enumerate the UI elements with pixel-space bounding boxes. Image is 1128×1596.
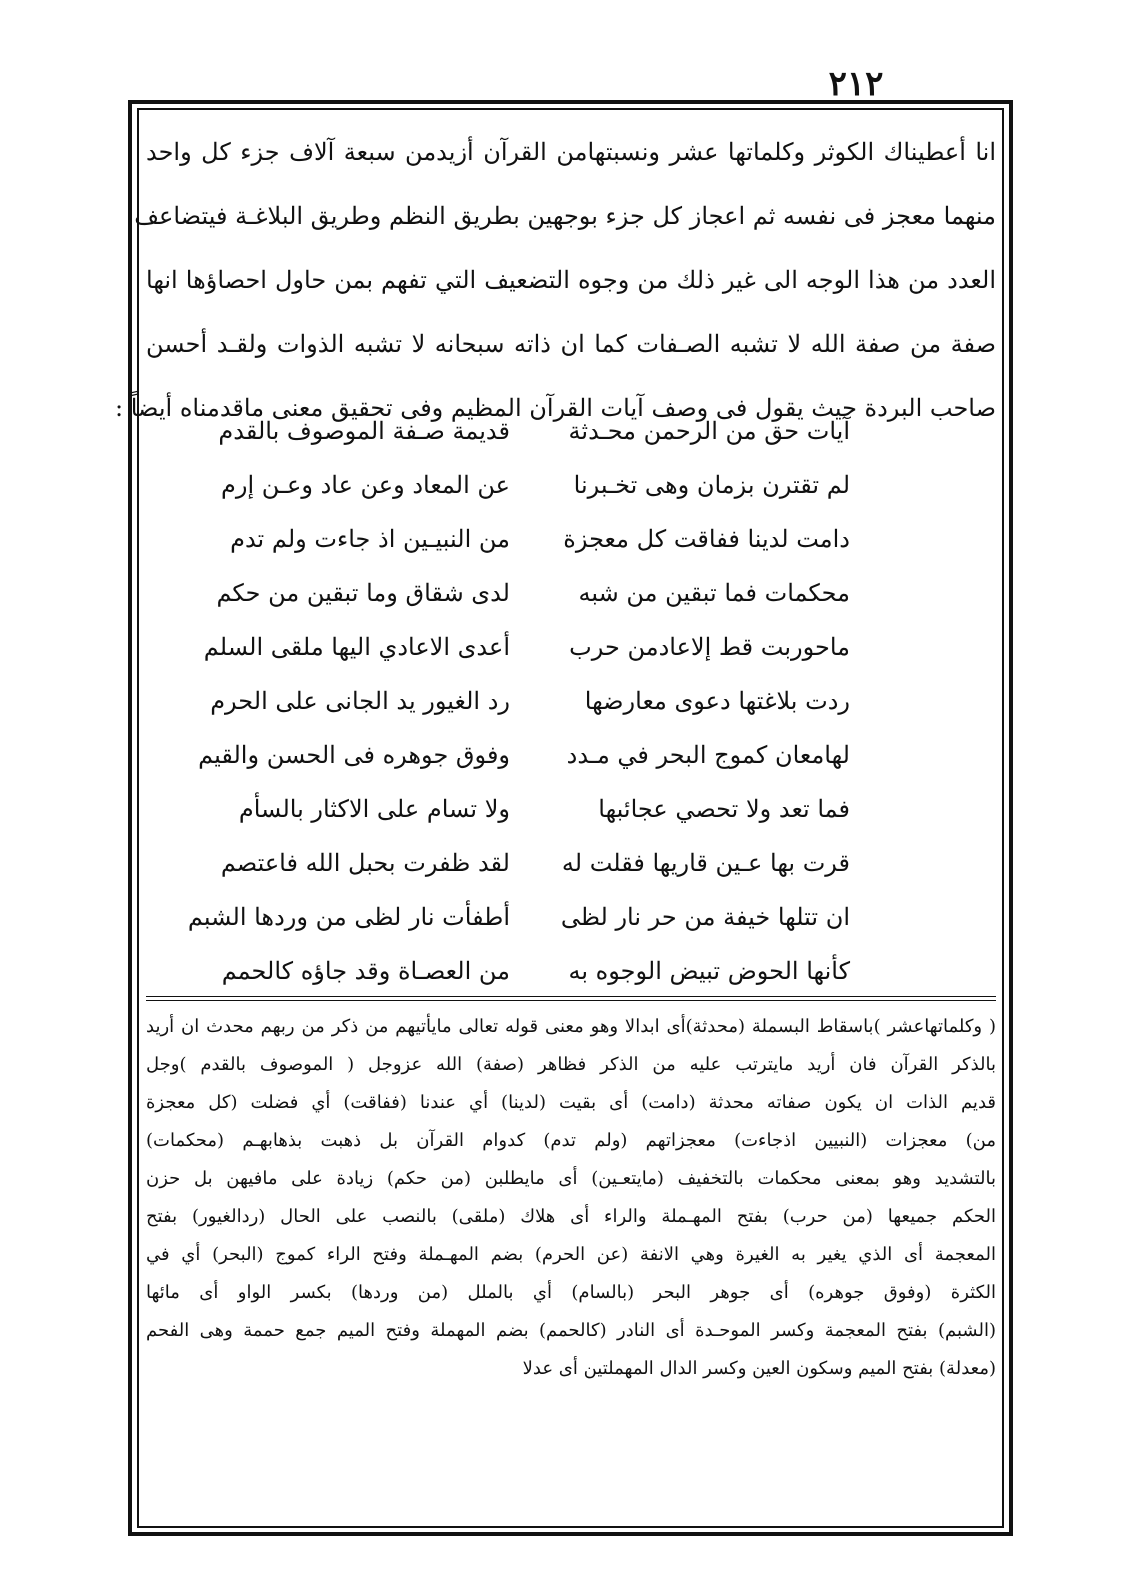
poem-couplet	[216, 566, 850, 620]
footnote-line: ( وكلماتهاعشر )باسقاط البسملة (محدثة)أى ابدالا وهو معنى قوله تعالى مايأتيهم من ذكر من ربهم محدث ان أريد	[146, 1016, 996, 1037]
poem-couplet	[198, 728, 850, 782]
main-text-line: صاحب البردة حيث يقول فى وصف آيات القرآن المظيم وفى تحقيق معنى ماقدمناه أيضاً :	[115, 394, 996, 422]
poem-hemistich-first: ان تتلها خيفة من حر نار لظى	[560, 903, 850, 931]
poem-hemistich-second: أعدى الاعادي اليها ملقى السلم	[203, 633, 510, 661]
main-text-line: منهما معجز فى نفسه ثم اعجاز كل جزء بوجهين بطريق النظم وطريق البلاغـة فيتضاعف	[134, 202, 996, 230]
poem-hemistich-second: ولا تسام على الاكثار بالسأم	[238, 795, 510, 823]
footnote-line: الحكم جميعها (من حرب) بفتح المهـملة والراء أى هلاك (ملقى) بالنصب على الحال (ردالغيور) بفتح	[146, 1206, 996, 1227]
poem-hemistich-first: دامت لدينا ففاقت كل معجزة	[563, 525, 850, 553]
poem-hemistich-first: آيات حق من الرحمن محـدثة	[568, 417, 850, 445]
footnote-line: قديم الذات ان يكون صفاته محدثة (دامت) أى بقيت (لدينا) أي عندنا (ففاقت) أي فضلت (كل معجزة	[146, 1092, 996, 1113]
poem-hemistich-second: رد الغيور يد الجانى على الحرم	[210, 687, 510, 715]
poem-hemistich-first: كأنها الحوض تبيض الوجوه به	[568, 957, 850, 985]
footnote-line: من) معجزات (النبيين اذجاءت) معجزاتهم (ولم تدم) كدوام القرآن بل ذهبت بذهابهـم (محكمات)	[146, 1130, 996, 1151]
poem-hemistich-first: لم تقترن بزمان وهى تخـبرنا	[573, 471, 850, 499]
poem-couplet	[230, 512, 850, 566]
poem-couplet	[203, 620, 850, 674]
footnote-line: بالذكر القرآن فان أريد مايترتب عليه من الذكر فظاهر (صفة) الله عزوجل ( الموصوف بالقدم )وجل	[146, 1054, 996, 1075]
poem-hemistich-second: من النبيـين اذ جاءت ولم تدم	[230, 525, 510, 553]
main-text-line: انا أعطيناك الكوثر وكلماتها عشر ونسبتهامن القرآن أزيدمن سبعة آلاف جزء كل واحد	[146, 138, 996, 166]
footnote-line: (الشبم) بفتح المعجمة وكسر الموحـدة أى النادر (كالحمم) بضم المهملة وفتح الميم جمع حممة وهى الفحم	[146, 1320, 996, 1341]
poem-hemistich-second: من العصـاة وقد جاؤه كالحمم	[221, 957, 510, 985]
page-number: ٢١٢	[828, 64, 884, 104]
notes-divider	[146, 996, 996, 997]
poem-couplet	[218, 404, 850, 458]
poem-couplet	[221, 944, 850, 998]
poem-hemistich-first: ردت بلاغتها دعوى معارضها	[584, 687, 850, 715]
poem-couplet	[220, 836, 850, 890]
poem-hemistich-second: لقد ظفرت بحبل الله فاعتصم	[220, 849, 510, 877]
poem-hemistich-second: قديمة صـفة الموصوف بالقدم	[218, 417, 510, 445]
poem-hemistich-second: عن المعاد وعن عاد وعـن إرم	[221, 471, 510, 499]
main-text-line: العدد من هذا الوجه الى غير ذلك من وجوه التضعيف التي تفهم بمن حاول احصاؤها انها	[146, 266, 996, 294]
footnote-line: الكثرة (وفوق جوهره) أى جوهر البحر (بالسام) أي بالملل (من وردها) بكسر الواو أى مائها	[146, 1282, 996, 1303]
poem-hemistich-first: قرت بها عـين قاريها فقلت له	[561, 849, 850, 877]
poem	[187, 404, 850, 998]
notes-divider	[146, 1000, 996, 1001]
poem-hemistich-first: لهامعان كموج البحر في مـدد	[566, 741, 850, 769]
poem-couplet	[187, 890, 850, 944]
footnotes	[146, 1008, 996, 1388]
poem-hemistich-second: وفوق جوهره فى الحسن والقيم	[198, 741, 510, 769]
poem-couplet	[221, 458, 850, 512]
poem-hemistich-second: لدى شقاق وما تبقين من حكم	[216, 579, 510, 607]
poem-couplet	[230, 782, 850, 836]
poem-hemistich-first: ماحوربت قط إلاعادمن حرب	[569, 633, 850, 661]
poem-hemistich-first: محكمات فما تبقين من شبه	[578, 579, 850, 607]
poem-hemistich-first: فما تعد ولا تحصي عجائبها	[598, 795, 850, 823]
poem-couplet	[210, 674, 850, 728]
footnote-line: (معدلة) بفتح الميم وسكون العين وكسر الدال المهملتين أى عدلا	[522, 1358, 996, 1379]
footnote-line: المعجمة أى الذي يغير به الغيرة وهي الانفة (عن الحرم) بضم المهـملة وفتح الراء كموج (البحر) أي في	[146, 1244, 996, 1265]
main-text-line: صفة من صفة الله لا تشبه الصـفات كما ان ذاته سبحانه لا تشبه الذوات ولقـد أحسن	[146, 330, 996, 358]
footnote-line: بالتشديد وهو بمعنى محكمات بالتخفيف (مايتعـين) أى مايطلبن (من حكم) زيادة على مافيهن بل حزن	[146, 1168, 996, 1189]
main-text	[115, 120, 996, 440]
poem-hemistich-second: أطفأت نار لظى من وردها الشبم	[187, 903, 510, 931]
